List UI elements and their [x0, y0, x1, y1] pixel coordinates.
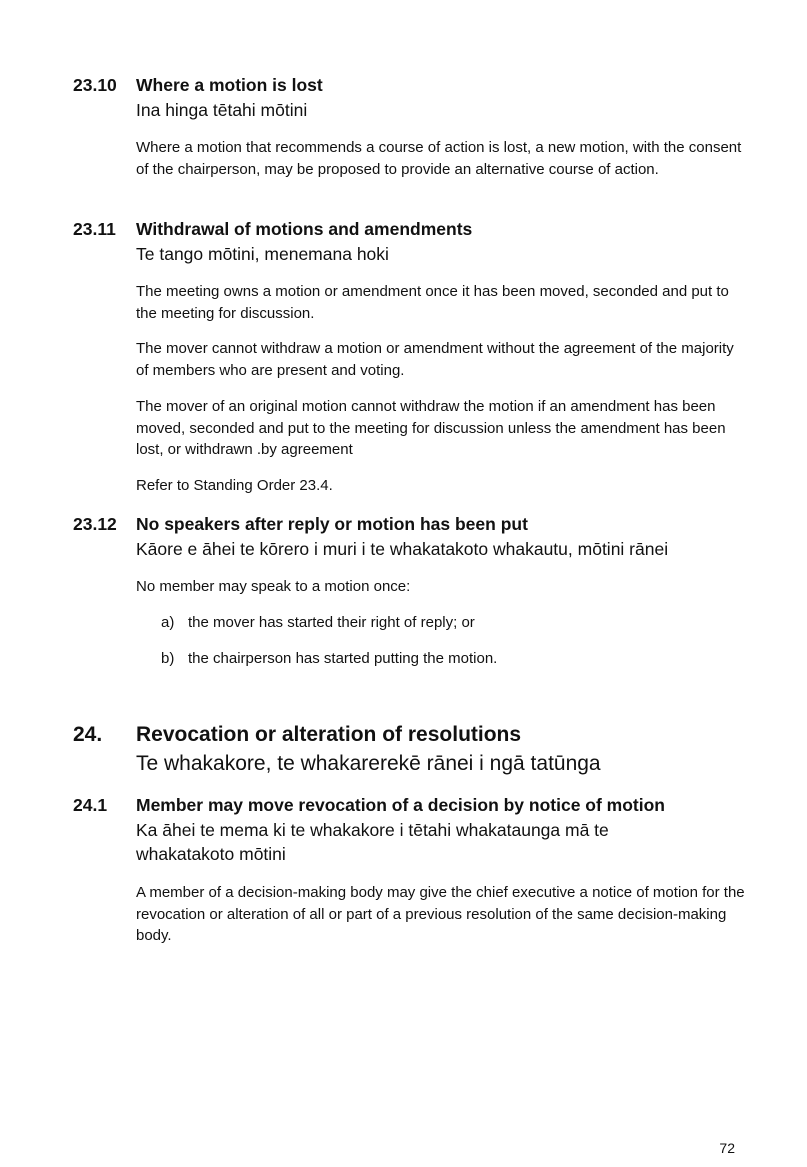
section-title-english: Member may move revocation of a decision by notice of motion [136, 795, 665, 815]
section-number: 24.1 [73, 795, 108, 815]
section-title-english: Withdrawal of motions and amendments [136, 219, 473, 239]
section-title-maori: Ina hinga tētahi mōtini [136, 100, 308, 120]
section-title-maori: Ka āhei te mema ki te whakakore i tētahi whakataunga mā te whakatakoto mōtini [136, 820, 609, 864]
section-number: 24. [73, 723, 103, 746]
page-number: 72 [719, 1140, 735, 1156]
section-paragraph: A member of a decision-making body may give the chief executive a notice of motion for the revocation or alteration of all or part of a previous resolution of the same decision-making body. [136, 884, 745, 944]
section-title-maori: Te whakakore, te whakarerekē rānei i ngā tatūnga [136, 752, 601, 775]
section-title-english: Where a motion is lost [136, 75, 323, 95]
section-paragraph: The mover of an original motion cannot withdraw the motion if an amendment has been moved, seconded and put to the meeting for discussion unless the amendment has been lost, or withdrawn .by agreement [136, 398, 726, 458]
list-marker: a) [161, 614, 175, 631]
section-title-english: Revocation or alteration of resolutions [136, 723, 522, 746]
section-number: 23.12 [73, 514, 117, 534]
section-paragraph: Where a motion that recommends a course of action is lost, a new motion, with the consent of the chairperson, may be proposed to provide an alternative course of action. [136, 139, 742, 178]
list-item-text: the chairperson has started putting the motion. [188, 650, 498, 667]
section-number: 23.11 [73, 219, 116, 239]
section-paragraph: Refer to Standing Order 23.4. [136, 477, 333, 494]
section-paragraph: No member may speak to a motion once: [136, 578, 411, 595]
section-paragraph: The mover cannot withdraw a motion or amendment without the agreement of the majority of members who are present and voting. [136, 340, 734, 379]
list-item [161, 648, 741, 670]
section-title-maori: Kāore e āhei te kōrero i muri i te whakatakoto whakautu, mōtini rānei [136, 539, 669, 559]
section-title-maori: Te tango mōtini, menemana hoki [136, 244, 389, 264]
section-number: 23.10 [73, 75, 117, 95]
section-paragraph: The meeting owns a motion or amendment once it has been moved, seconded and put to the meeting for discussion. [136, 283, 729, 322]
list-marker: b) [161, 650, 175, 667]
section-title-english: No speakers after reply or motion has been put [136, 514, 528, 534]
list-item [161, 612, 741, 634]
list-item-text: the mover has started their right of reply; or [188, 614, 475, 631]
